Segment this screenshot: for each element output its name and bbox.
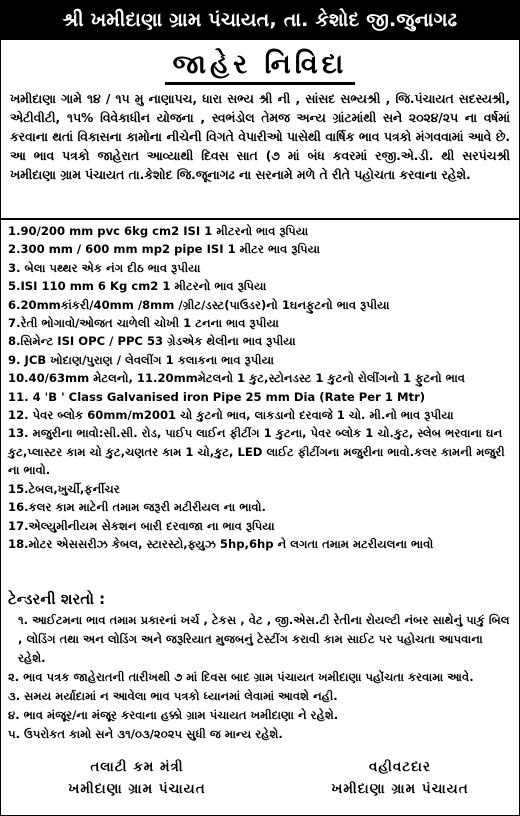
terms-list <box>8 611 512 744</box>
title-wrap <box>0 48 520 85</box>
list-item: 3. બેલા પથ્થર એક નંગ દીઠ ભાવ રૂપીયા <box>8 260 201 275</box>
term-item: ૧. આઈટમના ભાવ તમામ પ્રકારનાં ખર્ચ , ટેકસ , વેટ , જી.એસ.ટી રેતીના રોયલ્ટી નંબર સાથેનું પાકું બિલ , લોડિંગ તથા અન લોડિંગ અને જરૂરિયાત મુજબનું ટેસ્ટીંગ કરાવી કામ સાઈટ પર પહોચતા આપવાના રહેશે. <box>18 613 510 665</box>
divider <box>0 218 520 220</box>
signatory-org: ખમીદાણા ગ્રામ પંચાયત <box>331 781 469 797</box>
notice-title: જાહેર નિવિદા <box>165 48 356 85</box>
list-item: 17.એલ્યુમીનીયમ સેકશન બારી દરવાજા ના ભાવ રૂપિયા <box>8 518 275 533</box>
panchayat-banner: શ્રી ખમીદાણા ગ્રામ પંચાયત, તા. કેશોદ જી.જુનાગઢ <box>0 0 520 40</box>
list-item: 2.300 mm / 600 mm mp2 pipe ISI 1 મીટર ભાવ રૂપિયા <box>8 242 320 257</box>
list-item: 12. પેવર બ્લોક 60mm/m2001 ચો કુટનો ભાવ, લાકડાનો દરવાજે 1 ચો. મી.નો ભાવ રૂપીયા <box>8 408 454 423</box>
list-item: 8.સિમેન્ટ ISI OPC / PPC 53 ગ્રેડએક થેલીના ભાવ રૂપીયા <box>8 334 296 349</box>
list-item: 13. મજુરીના ભાવો:સી.સી. રોડ, પાઈપ લાઈન ફીટીંગ 1 કુટના, પેવર બ્લોક 1 ચો.કુટ, સ્લેબ ભરવાના ઘન કુટ,પ્લાસ્ટર કામ ચો કુટ,ચણતર કામ 1 ચો,કુટ, LED લાઈટ ફીટીંગના મજુરીના ભાવો.કલર કામની મજુરી ના ભાવો. <box>8 426 505 478</box>
list-item: 18.મોટર એસસરીઝ કેબલ, સ્ટારસ્ટો,ફ્યુઝ 5hp,6hp ને લગતા તમામ મટરીયલના ભાવો <box>8 536 434 551</box>
term-item: ૨. ભાવ પત્રક જાહેરાતની તારીખથી ૭ માં દિવસ બાદ ગ્રામ પંચાયત ખમીદાણા પહોંચતા કરવામા આવે. <box>8 670 474 684</box>
signatory-title: તલાટી કમ મંત્રી <box>90 759 184 775</box>
signatory-org: ખમીદાણા ગ્રામ પંચાયત <box>68 781 206 797</box>
term-item: ૩. સમય મર્યાદામાં ન આવેલા ભાવ પત્રકો ધ્યાનમાં લેવામાં આવશે નહી. <box>8 689 338 703</box>
list-item: 7.રેતી ભોગાવો/ઓજત ચાળેલી ચોખી 1 ટનના ભાવ રૂપીયા <box>8 316 279 331</box>
signatory-title: વહીવટદાર <box>369 759 431 775</box>
signature-block-left <box>22 756 252 800</box>
terms-heading: ટેન્ડરની શરતો : <box>8 590 106 608</box>
list-item: 5.ISI 110 mm 6 Kg cm2 1 મીટરનો ભાવ રૂપિયા <box>8 279 267 294</box>
intro-paragraph: ખમીદાણા ગામે ૧૪ / ૧૫ મુ નાણાપચ, ધારા સભ્ય શ્રી ની , સાંસદ સભ્યશ્રી , જિ.પંચાયત સદસ્યશ્રી, એટીવીટી, ૧૫% વિવેકાધીન યોજના , સ્વભંડોલ તેમજ અન્ય ગ્રાંટમાંથી સને ૨૦૨૪/૨૫ ના વર્ષમાં કરવાના થતાં વિકાસના કામોના નીચેની વિગતે વેપારીઓ પાસેથી વાર્ષિક ભાવ પત્રકો મંગવવામાં આવે છે. આ ભાવ પત્રકો જાહેરાત આવ્યાથી દિવસ સાત (૭ માં બંધ કવરમાં રજી.એ.ડી. થી સરપંચશ્રી ખમીદાણા ગ્રામ પંચાયત તા.કેશોદ જિ.જૂનાગઢ ના સરનામે મળે તે રીતે પહોચતા કરવાના રહેશે. <box>10 92 510 182</box>
term-item: ૪. ભાવ મંજૂર/ના મંજૂર કરવાના હક્કો ગ્રામ પંચાયત ખમીદાણા ને રહેશે. <box>8 708 339 722</box>
list-item: 1.90/200 mm pvc 6kg cm2 ISI 1 મીટરનો ભાવ રૂપિયા <box>8 224 309 238</box>
list-item: 16.કલર કામ માટેની તમામ જરૂરી મટીરીયલ ના ભાવો. <box>8 500 266 515</box>
term-item: ૫. ઉપરોકત કામો સને ૩૧/૦૩/૨૦૨૫ સુધી જ માન્ય રહેશે. <box>8 727 283 741</box>
list-item: 15.ટેબલ,ખુર્ચી,ફર્નીચર <box>8 481 120 496</box>
signature-block-right <box>285 756 515 800</box>
list-item: 6.20mmકાંકરી/40mm /8mm /ગ્રીટ/ડસ્ટ(પાઉડર)નો 1ઘનફુટનો ભાવ રૂપીયા <box>8 297 390 312</box>
item-list <box>8 222 512 553</box>
list-item: 11. 4 'B ' Class Galvanised iron Pipe 25 mm Dia (Rate Per 1 Mtr) <box>8 389 426 404</box>
list-item: 10.40/63mm મેટલનો, 11.20mmમેટલનો 1 કુટ,સ્ટોનડસ્ટ 1 કુટનો રોલીંગનો 1 ફુટનો ભાવ <box>8 371 466 386</box>
list-item: 9. JCB ખોદાણ/પુરાણ / લેવલીંગ 1 કલાકના ભાવ રૂપીયા <box>8 352 274 367</box>
